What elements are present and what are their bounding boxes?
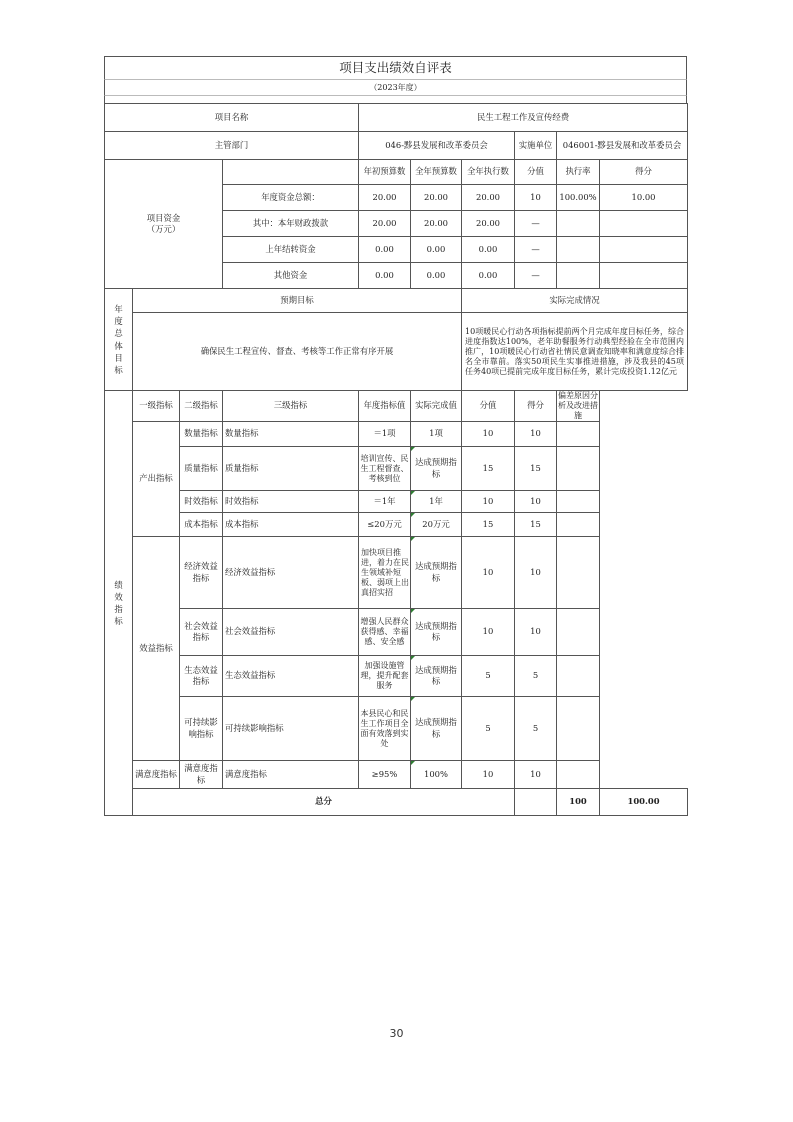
indicator-level3: 质量指标 [223,447,359,491]
project-name-row [105,104,688,132]
indicator-header-score: 得分 [515,391,557,422]
indicator-level2: 社会效益指标 [180,609,223,656]
funds-header-executed: 全年执行数 [462,160,515,185]
funds-row-score [600,263,688,289]
indicator-value: 10 [462,537,515,609]
indicator-target: 加强设施管理，提升配套服务 [359,656,411,697]
indicator-target: 增强人民群众获得感、幸福感、安全感 [359,609,411,656]
evaluation-table [104,103,688,816]
indicator-reason [557,422,600,447]
indicator-header-actual: 实际完成值 [411,391,462,422]
indicator-row [105,697,688,761]
indicator-score: 5 [515,697,557,761]
goals-content-row [105,313,688,391]
indicator-target: ＝1年 [359,491,411,513]
funds-header-blank [223,160,359,185]
funds-row-score-value: — [515,263,557,289]
indicator-score: 5 [515,656,557,697]
indicator-score: 10 [515,491,557,513]
table-title: 项目支出绩效自评表 [104,56,687,79]
indicator-actual: 1项 [411,422,462,447]
funds-row-name: 其中：本年财政拨款 [223,211,359,237]
indicator-actual: 达成预期指标 [411,537,462,609]
indicator-row [105,656,688,697]
indicator-reason [557,609,600,656]
funds-row-rate [557,263,600,289]
indicator-level2: 经济效益指标 [180,537,223,609]
project-name-value: 民生工程工作及宣传经费 [359,104,688,132]
dept-value: 046-黟县发展和改革委员会 [359,132,515,160]
funds-row-rate: 100.00% [557,185,600,211]
indicator-reason [557,447,600,491]
indicator-level2: 满意度指标 [180,761,223,789]
funds-row-name: 年度资金总额： [223,185,359,211]
indicator-header-row [105,391,688,422]
indicator-level2: 成本指标 [180,513,223,537]
funds-row-name: 其他资金 [223,263,359,289]
funds-header-rate: 执行率 [557,160,600,185]
goals-expected-header: 预期目标 [133,289,462,313]
indicator-value: 5 [462,697,515,761]
indicator-reason [557,656,600,697]
indicator-row [105,447,688,491]
indicator-header-reason: 偏差原因分析及改进措施 [558,391,598,420]
goals-actual-header: 实际完成情况 [462,289,688,313]
funds-row-score [600,237,688,263]
indicator-level2: 数量指标 [180,422,223,447]
funds-row-executed: 20.00 [462,185,515,211]
indicator-reason [557,697,600,761]
indicator-target: ≥95% [359,761,411,789]
funds-row-initial: 0.00 [359,237,411,263]
indicator-level3: 经济效益指标 [223,537,359,609]
funds-row-score-value: 10 [515,185,557,211]
funds-row-initial: 20.00 [359,211,411,237]
indicator-value: 15 [462,447,515,491]
indicator-reason [557,491,600,513]
indicators-label: 绩 效 指 标 [105,391,133,816]
table-year: （2023年度） [104,79,687,95]
total-blank [515,789,557,816]
indicator-score: 10 [515,537,557,609]
indicator-header-level3: 三级指标 [223,391,359,422]
indicator-actual: 1年 [411,491,462,513]
funds-label: 项目资金 （万元） [105,160,223,289]
department-row [105,132,688,160]
funds-row-rate [557,211,600,237]
funds-row-initial: 20.00 [359,185,411,211]
funds-row-executed: 0.00 [462,237,515,263]
indicator-row [105,761,688,789]
funds-row-score: 10.00 [600,185,688,211]
indicator-target: ＝1项 [359,422,411,447]
funds-row-executed: 20.00 [462,211,515,237]
indicator-header-level2: 二级指标 [180,391,223,422]
funds-header-row [105,160,688,185]
impl-label: 实施单位 [515,132,557,160]
indicator-header-value: 分值 [462,391,515,422]
indicator-level1: 满意度指标 [133,761,180,789]
funds-row-name: 上年结转资金 [223,237,359,263]
indicator-level1: 效益指标 [133,537,180,761]
funds-header-annual: 全年预算数 [411,160,462,185]
indicator-level3: 生态效益指标 [223,656,359,697]
indicator-reason [557,761,600,789]
indicator-value: 10 [462,761,515,789]
indicator-score: 15 [515,447,557,491]
indicator-target: 本县民心和民生工作项目全面有效落到实处 [359,697,411,761]
indicator-score: 10 [515,609,557,656]
indicator-row [105,491,688,513]
funds-row-initial: 0.00 [359,263,411,289]
indicator-value: 10 [462,609,515,656]
performance-evaluation-sheet [104,56,687,816]
indicator-actual: 达成预期指标 [411,697,462,761]
indicator-target: 加快项目推进，着力在民生领域补短板、弱项上出真招实招 [359,537,411,609]
indicator-level3: 成本指标 [223,513,359,537]
indicator-level2: 质量指标 [180,447,223,491]
indicator-row [105,513,688,537]
indicator-actual: 100% [411,761,462,789]
impl-value: 046001-黟县发展和改革委员会 [557,132,688,160]
indicator-level2: 生态效益指标 [180,656,223,697]
page-number: 30 [389,1027,404,1040]
indicator-header-level1: 一级指标 [133,391,180,422]
indicator-row [105,422,688,447]
funds-row-annual: 20.00 [411,185,462,211]
goals-expected: 确保民生工程宣传、督查、考核等工作正常有序开展 [133,313,462,391]
indicator-reason [557,537,600,609]
indicator-value: 15 [462,513,515,537]
funds-row-score [600,211,688,237]
indicator-score: 10 [515,422,557,447]
indicator-level3: 满意度指标 [223,761,359,789]
indicator-target: 培训宣传、民生工程督查、考核到位 [359,447,411,491]
total-value: 100 [557,789,600,816]
indicator-actual: 达成预期指标 [411,656,462,697]
total-score: 100.00 [600,789,688,816]
indicator-reason [557,513,600,537]
indicator-score: 10 [515,761,557,789]
spacer-row [104,95,687,103]
indicator-row [105,609,688,656]
project-name-label: 项目名称 [105,104,359,132]
funds-header-initial: 年初预算数 [359,160,411,185]
indicator-level3: 数量指标 [223,422,359,447]
indicator-score: 15 [515,513,557,537]
funds-row-annual: 0.00 [411,263,462,289]
indicator-actual: 达成预期指标 [411,447,462,491]
funds-row-annual: 20.00 [411,211,462,237]
goals-label: 年 度 总 体 目 标 [105,289,133,391]
dept-label: 主管部门 [105,132,359,160]
indicator-level2: 时效指标 [180,491,223,513]
indicator-level3: 时效指标 [223,491,359,513]
funds-row-annual: 0.00 [411,237,462,263]
funds-header-score-value: 分值 [515,160,557,185]
indicator-level3: 社会效益指标 [223,609,359,656]
indicator-actual: 20万元 [411,513,462,537]
indicator-level2: 可持续影响指标 [180,697,223,761]
funds-header-score: 得分 [600,160,688,185]
indicator-value: 10 [462,422,515,447]
indicator-header-target: 年度指标值 [359,391,411,422]
funds-row-executed: 0.00 [462,263,515,289]
total-label: 总分 [133,789,515,816]
goals-actual: 10项暖民心行动各项指标提前两个月完成年度目标任务，综合进度指数达100%，老年助餐服务行动典型经验在全市范围内推广，10项暖民心行动省社情民意调查知晓率和满意度综合排名全市靠前。落实50项民生实事推进措施，涉及我县的45项任务40项已提前完成年度目标任务，累计完成投资1.12亿元 [462,313,688,391]
indicator-row [105,537,688,609]
funds-row-score-value: — [515,237,557,263]
indicator-value: 10 [462,491,515,513]
indicator-actual: 达成预期指标 [411,609,462,656]
total-row [105,789,688,816]
goals-header-row [105,289,688,313]
funds-row-score-value: — [515,211,557,237]
indicator-level1: 产出指标 [133,422,180,537]
funds-row-rate [557,237,600,263]
indicator-target: ≤20万元 [359,513,411,537]
indicator-value: 5 [462,656,515,697]
indicator-level3: 可持续影响指标 [223,697,359,761]
